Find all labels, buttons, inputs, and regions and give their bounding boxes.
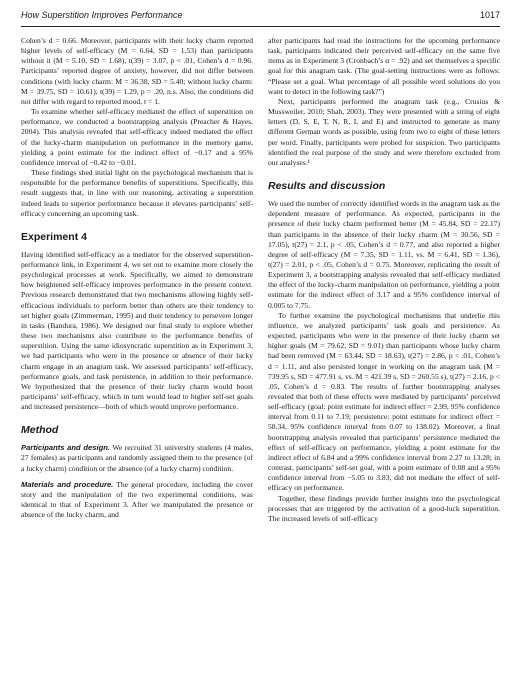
paragraph-materials (21, 480, 253, 521)
paragraph: To examine whether self-efficacy mediated the effect of superstition on performance, we conducted a bootstrapping analysis (Preacher & Hayes, 2004). This analysis revealed that self-efficacy indeed mediated the effect of the lucky-charm manipulation on performance in the memory game, yielding a point estimate for the indirect effect of −0.17 and a 95% confidence interval of −0.42 to −0.01. (21, 107, 253, 167)
paragraph-text: The general procedure, including the cover story and the manipulation of the two experimental conditions, was identical to that of Experiment 3. After we manipulated the presence or absence of the lucky charm, and (21, 479, 253, 520)
paragraph: Cohen’s d = 0.66. Moreover, participants with their lucky charm reported higher levels of self-efficacy (M = 6.64, SD = 1.53) than participants without it (M = 5.10, SD = 1.68), t(39) = 3.07, p < .01, Cohen’s d = 0.96. Participants’ reported degree of anxiety, however, did not differ between conditions (with lucky charm: M = 36.38, SD = 5.40; without lucky charm: M = 39.75, SD = 10.61), t(39) = 1.29, p = .20, n.s. Also, the conditions did not differ with regard to reported mood, t = 1. (21, 36, 253, 106)
paragraph: after participants had read the instructions for the upcoming performance task, participants indicated their perceived self-efficacy on the same five items as in Experiment 3 (Cronbach’s α = .92) and set themselves a specific goal for this anagram task. (The goal-setting instructions were as follows: “Please set a goal. What percentage of all possible word solutions do you want to detect in the following task?”) (268, 36, 500, 96)
running-head (21, 10, 500, 24)
right-column (268, 36, 500, 524)
run-in-heading-participants: Participants and design. (21, 443, 110, 453)
section-heading-experiment-4: Experiment 4 (21, 230, 87, 243)
paragraph-text: We recruited 31 university students (4 males, 27 females) as participants and randomly assigned them to the presence (of a lucky charm) condition or the absence (of a lucky charm) condition. (21, 443, 253, 473)
run-in-heading-materials: Materials and procedure. (21, 479, 114, 489)
section-heading-results: Results and discussion (268, 180, 386, 193)
section-heading-method: Method (21, 424, 59, 437)
left-column (21, 36, 253, 520)
header-rule (21, 26, 500, 27)
paragraph-participants (21, 443, 253, 473)
paragraph: We used the number of correctly identified words in the anagram task as the dependent measure of performance. As expected, participants in the presence of their lucky charm performed better (M = 45.84, SD = 22.17) than participants in the absence of their lucky charm (M = 30.56, SD = 17.05), t(27) = 2.1, p < .05, Cohen’s d = 0.77, and also reported a higher degree of self-efficacy (M = 7.35, SD = 1.11, vs. M = 6.41, SD = 1.36), t(27) = 2.01, p < .05, Cohen’s d = 0.75. Moreover, replicating the result of Experiment 3, a bootstrapping analysis revealed that self-efficacy mediated the effect of the lucky-charm manipulation on performance, yielding a point estimate for the indirect effect of 3.17 and a 95% confidence interval of 0.005 to 7.75. (268, 199, 500, 310)
paragraph: Having identified self-efficacy as a mediator for the observed superstition-performance link, in Experiment 4, we set out to examine more closely the psychological processes at work. Specifically, we aimed to demonstrate how heightened self-efficacy improves performance in the present context. Previous research demonstrated that two mechanisms allowing highly self-efficacious individuals to perform better than others are their tendency to set higher goals (Zimmerman, 1995) and their tendency to persevere longer in tasks (Bandura, 1986). We designed our final study to explore whether these two mechanisms also contribute to the performance benefits of superstition. Using the same idiosyncratic superstition as in Experiment 3, we had participants who were in the presence or absence of their lucky charm engage in an anagram task. We assessed participants’ self-efficacy, performance goals, and task persistence, in addition to their performance. We hypothesized that the presence of their lucky charm would boost participants’ self-efficacy, which in turn would lead to higher self-set goals and increased persistence—both of which would improve performance. (21, 249, 253, 412)
page-number: 1017 (479, 10, 500, 20)
running-head-title: How Superstition Improves Performance (21, 10, 183, 20)
paragraph: Together, these findings provide further insights into the psychological processes that are triggered by the activation of a good-luck superstition. The increased levels of self-efficacy (268, 493, 500, 523)
paragraph: These findings shed initial light on the psychological mechanism that is responsible for the performance benefits of superstitions. Specifically, this result suggests that, in line with our reasoning, activating a superstition indeed leads to superior performance because it elevates participants’ self-efficacy concerning an upcoming task. (21, 168, 253, 218)
paragraph: To further examine the psychological mechanisms that underlie this influence, we analyzed participants’ task goals and persistence. As expected, participants who were in the presence of their lucky charm set higher goals (M = 79.62, SD = 9.01) than participants whose lucky charm had been removed (M = 63.44, SD = 18.63), t(27) = 2.86, p < .01, Cohen’s d = 1.11, and also persisted longer in working on the anagram task (M = 739.95 s, SD = 477.91 s, vs. M = 421.39 s, SD = 260.55 s), t(27) = 2.16, p < .05, Cohen’s d = 0.83. The results of further bootstrapping analyses revealed that both of these effects were mediated by participants’ perceived self-efficacy (goal: point estimate for indirect effect = 2.99, 95% confidence interval from 0.11 to 7.19; persistence: point estimate for indirect effect = 58.34, 95% confidence interval from 0.07 to 138.02). Moreover, a final bootstrapping analysis revealed that participants’ persistence mediated the effect of self-efficacy on performance, yielding a point estimate for the indirect effect of 6.84 and a 99% confidence interval from 2.27 to 13.28; in contrast, participants’ self-set goal, with a point estimate of 0.08 and a 95% confidence interval from −5.05 to 3.83, did not mediate the effect of self-efficacy on performance. (268, 310, 500, 493)
paragraph: Next, participants performed the anagram task (e.g., Crusius & Mussweiler, 2010; Shah, 2003). They were presented with a string of eight letters (D, S, E, T, N, R, I, and E) and instructed to generate as many different German words as possible, using from two to eight of these letters per word. Finally, participants were probed for suspicion. Two participants identified the real purpose of the study and were therefore excluded from our analyses.¹ (268, 96, 500, 167)
